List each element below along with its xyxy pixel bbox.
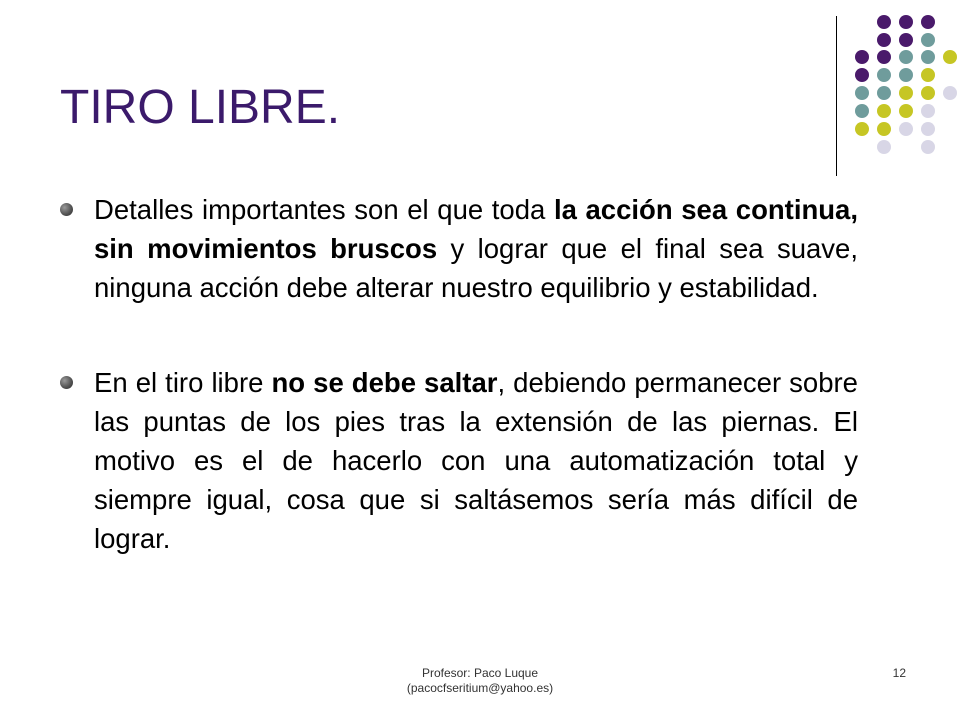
- ornament-dot: [899, 50, 913, 64]
- bullet-item-2: [58, 363, 858, 558]
- ornament-dot: [943, 86, 957, 100]
- ornament-dot: [877, 122, 891, 136]
- ornament-dot: [899, 15, 913, 29]
- bullet-1-segment-1: Detalles importantes son el que toda: [94, 194, 554, 225]
- ornament-dot: [899, 68, 913, 82]
- vertical-divider: [836, 16, 837, 176]
- ornament-dot: [899, 122, 913, 136]
- bullet-item-1: [58, 190, 858, 307]
- ornament-dot: [877, 140, 891, 154]
- ornament-dot: [943, 50, 957, 64]
- ornament-dot: [877, 104, 891, 118]
- ornament-dot: [855, 68, 869, 82]
- page-number: 12: [892, 666, 906, 680]
- bullet-2-segment-2-bold: no se debe saltar: [271, 367, 498, 398]
- footer-line-2: (pacocfseritium@yahoo.es): [406, 681, 554, 695]
- ornament-dot: [877, 68, 891, 82]
- bullet-dot-icon: [60, 376, 73, 389]
- bullet-dot-icon: [60, 203, 73, 216]
- bullet-2-segment-3: , debiendo permanecer sobre las puntas de los pies tras la extensión de las piernas. El motivo es el de hacerlo con una automatización total y siempre igual, cosa que si saltásemos sería más difícil de lograr.: [94, 367, 858, 554]
- ornament-dot: [877, 33, 891, 47]
- bullet-list: [58, 190, 858, 558]
- bullet-2-segment-1: En el tiro libre: [94, 367, 272, 398]
- bullet-text-2: [94, 367, 858, 554]
- ornament-dot: [921, 122, 935, 136]
- footer-line-1: Profesor: Paco Luque: [421, 666, 539, 680]
- ornament-dot: [855, 86, 869, 100]
- ornament-dot: [877, 50, 891, 64]
- ornament-dot: [855, 50, 869, 64]
- ornament-dot: [921, 68, 935, 82]
- ornament-dot: [921, 86, 935, 100]
- slide-title: TIRO LIBRE.: [60, 81, 341, 134]
- bullet-1-segment-2-bold: la acción sea continua, sin movimientos bruscos: [94, 194, 858, 264]
- bullet-text-1: [94, 194, 858, 303]
- ornament-dot: [899, 104, 913, 118]
- ornament-dot: [921, 104, 935, 118]
- ornament-dot: [921, 15, 935, 29]
- ornament-dot: [877, 86, 891, 100]
- ornament-dot: [855, 104, 869, 118]
- ornament-dot: [921, 50, 935, 64]
- bullet-1-segment-3: y lograr que el final sea suave, ninguna acción debe alterar nuestro equilibrio y estabilidad.: [94, 233, 858, 303]
- ornament-dot: [877, 15, 891, 29]
- ornament-dot: [921, 33, 935, 47]
- ornament-dot: [855, 122, 869, 136]
- ornament-dot: [899, 86, 913, 100]
- ornament-dot: [921, 140, 935, 154]
- footer-author: [330, 666, 630, 696]
- ornament-dot: [899, 33, 913, 47]
